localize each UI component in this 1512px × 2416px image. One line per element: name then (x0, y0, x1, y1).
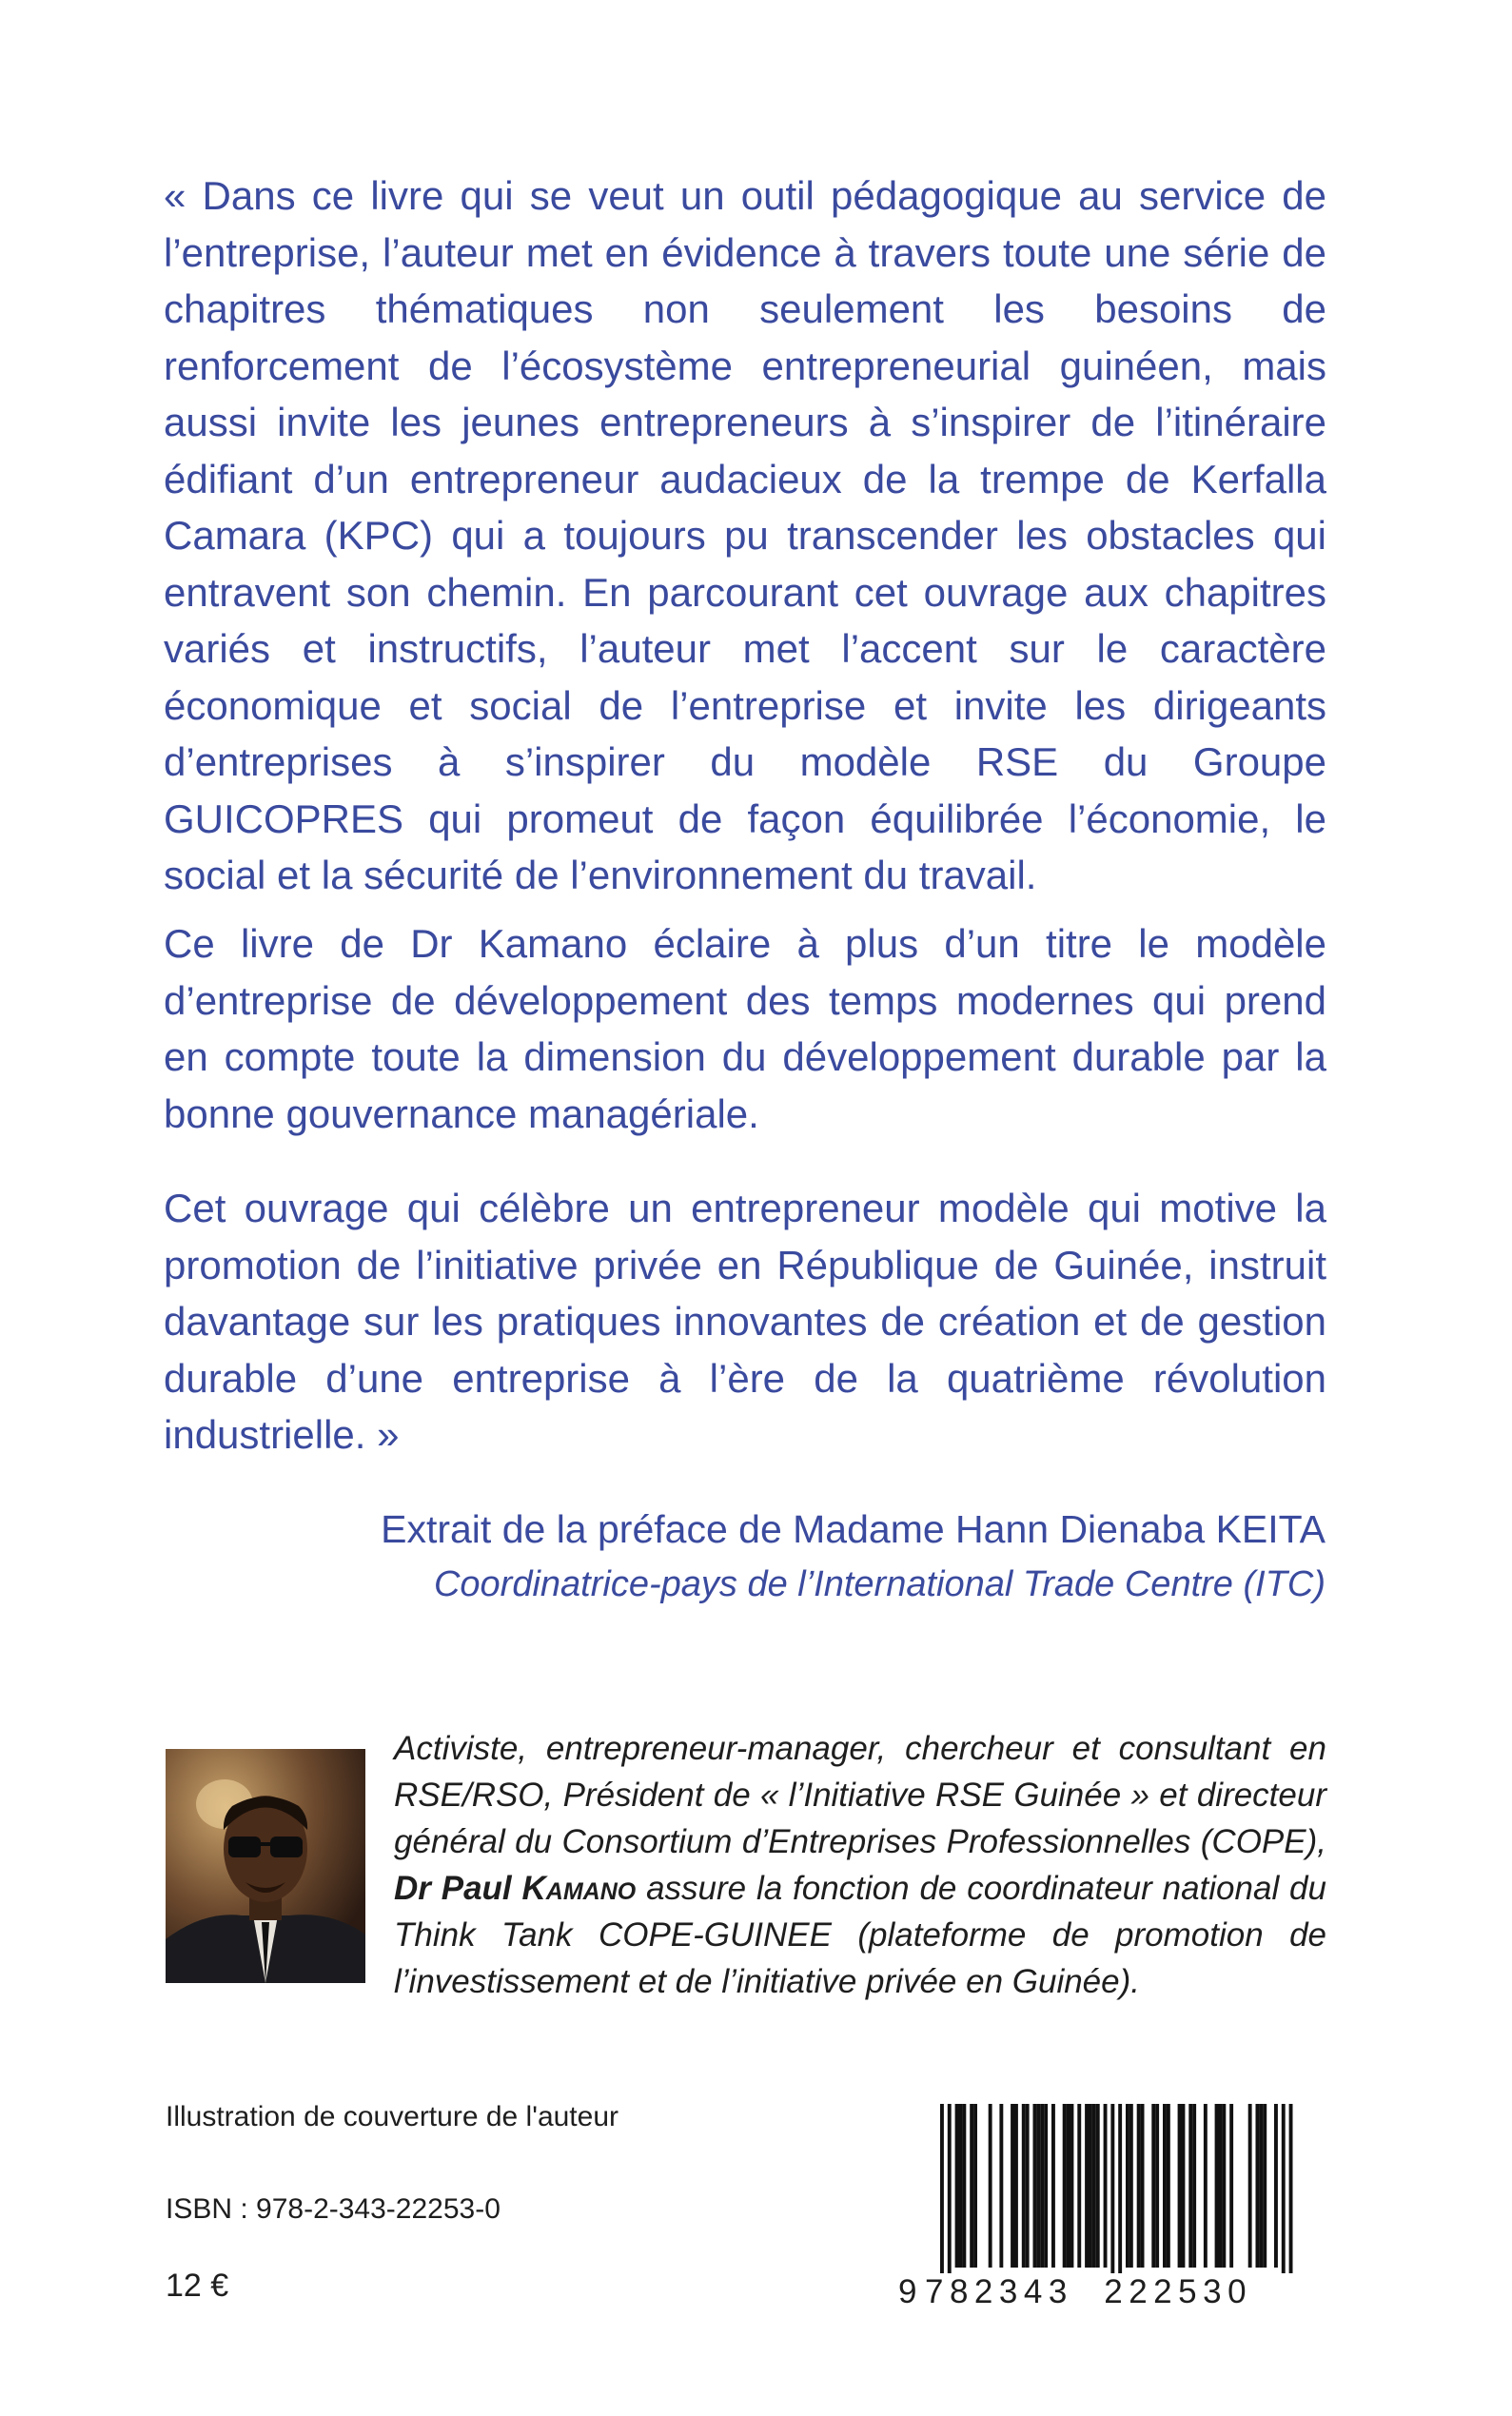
barcode-bar (1129, 2104, 1133, 2268)
barcode-bar (1096, 2104, 1100, 2268)
barcode-bar (1248, 2104, 1252, 2268)
barcode-bar (973, 2104, 977, 2268)
barcode-bar (1263, 2104, 1267, 2268)
barcode-bar (1229, 2104, 1233, 2268)
barcode-bar (1219, 2104, 1223, 2268)
barcode-bar (989, 2104, 992, 2268)
barcode-bar (1089, 2104, 1092, 2268)
barcode-bar (1282, 2104, 1286, 2290)
barcode-bar (1204, 2104, 1208, 2268)
barcode-bar (1110, 2104, 1114, 2290)
attribution-role: Coordinatrice-pays de l’International Trade Centre (ITC) (433, 1564, 1325, 1604)
barcode-bar (1188, 2104, 1192, 2268)
preface-paragraph-2: Ce livre de Dr Kamano éclaire à plus d’un titre le modèle d’entreprise de développement des temps modernes qui prend en compte toute la dimension du développement durable par la bonne gouvernance managériale. (164, 921, 1326, 1136)
barcode-bar (1067, 2104, 1070, 2268)
preface-attribution: Extrait de la préface de Madame Hann Dienaba KEITA (381, 1507, 1325, 1551)
barcode-bar (1141, 2104, 1145, 2268)
barcode-bar (1022, 2104, 1026, 2268)
barcode-bar (1256, 2104, 1260, 2268)
author-name-last: Kamano (521, 1870, 637, 1907)
barcode-bar (962, 2104, 966, 2268)
barcode-bar (1026, 2104, 1030, 2268)
barcode-bar (1163, 2104, 1167, 2268)
barcode-bar (1051, 2104, 1055, 2268)
barcode-bar (1040, 2104, 1044, 2268)
preface-paragraph-3: Cet ouvrage qui célèbre un entrepreneur modèle qui motive la promotion de l’initiative privée en République de Guinée, instruit davantage sur les pratiques innovantes de création et de gestion durable d’une entreprise à l’ère de la quatrième révolution industrielle. » (164, 1186, 1326, 1457)
barcode-bar (1274, 2104, 1278, 2268)
barcode-bar (1104, 2104, 1108, 2268)
barcode-bar (999, 2104, 1003, 2268)
barcode-bar (1167, 2104, 1170, 2268)
barcode-bar (1215, 2104, 1219, 2268)
isbn: ISBN : 978-2-343-22253-0 (166, 2193, 501, 2225)
barcode-bar (959, 2104, 963, 2268)
barcode-bar (1033, 2104, 1037, 2268)
barcode-digits (898, 2273, 1328, 2311)
author-name (394, 1870, 636, 1907)
barcode-digits-group-2: 222530 (1104, 2273, 1253, 2310)
barcode-bar (1192, 2104, 1196, 2268)
author-bio (394, 1725, 1326, 2005)
barcode-bar (1011, 2104, 1014, 2268)
preface-paragraph-1: « Dans ce livre qui se veut un outil pédagogique au service de l’entreprise, l’auteur met en évidence à travers toute une série de chapitres thématiques non seulement les besoins de renforcement de l’écosystème entrepreneurial guinéen, mais aussi invite les jeunes entrepreneurs à s’inspirer de l’itinéraire édifiant d’un entrepreneur audacieux de la trempe de Kerfalla Camara (KPC) qui a toujours pu transcender les obstacles qui entravent son chemin. En parcourant cet ouvrage aux chapitres variés et instructifs, l’auteur met l’accent sur le caractère économique et social de l’entreprise et invite les dirigeants d’entreprises à s’inspirer du modèle RSE du Groupe GUICOPRES qui promeut de façon équilibrée l’économie, le social et la sécurité de l’environnement du travail. (164, 173, 1326, 897)
barcode-bar (1289, 2104, 1293, 2290)
barcode-bar (1137, 2104, 1141, 2268)
barcode-bar (1182, 2104, 1186, 2268)
barcode-bar (1178, 2104, 1182, 2268)
barcode-bar (1092, 2104, 1096, 2268)
barcode-bar (1070, 2104, 1074, 2268)
bio-intro: Activiste, entrepreneur-manager, chercheur et consultant en RSE/RSO, Président de « l’Initiative RSE Guinée » et directeur général du Consortium d’Entreprises Professionnelles (COPE), (394, 1730, 1326, 1860)
barcode-bar (970, 2104, 973, 2268)
barcode-bar (1126, 2104, 1129, 2268)
author-name-first: Dr Paul (394, 1870, 512, 1907)
barcode-bar (1155, 2104, 1159, 2268)
barcode-bar (1222, 2104, 1226, 2268)
barcode-bar (955, 2104, 959, 2268)
author-photo (166, 1749, 365, 1983)
barcode-bar (1118, 2104, 1122, 2290)
barcode-bar (1036, 2104, 1040, 2268)
barcode-bar (1085, 2104, 1089, 2268)
barcode-bar (1063, 2104, 1067, 2268)
illustration-credit: Illustration de couverture de l'auteur (166, 2101, 619, 2132)
barcode-bar (1044, 2104, 1048, 2268)
isbn-barcode (900, 2104, 1324, 2290)
barcode-digit-lead: 9 (898, 2273, 925, 2311)
barcode-digits-group-1: 782343 (925, 2273, 1073, 2310)
author-portrait-image (166, 1749, 365, 1983)
barcode-bar (1014, 2104, 1018, 2268)
barcode-bar (1259, 2104, 1263, 2268)
barcode-bar (1077, 2104, 1081, 2268)
barcode-bar (940, 2104, 944, 2290)
price: 12 € (166, 2268, 229, 2304)
barcode-bar (1151, 2104, 1155, 2268)
bio-rest: assure la fonction de coordinateur national du Think Tank COPE-GUINEE (plateforme de promotion de l’investissement et de l’initiative privée en Guinée). (394, 1870, 1326, 2000)
barcode-bar (948, 2104, 952, 2290)
